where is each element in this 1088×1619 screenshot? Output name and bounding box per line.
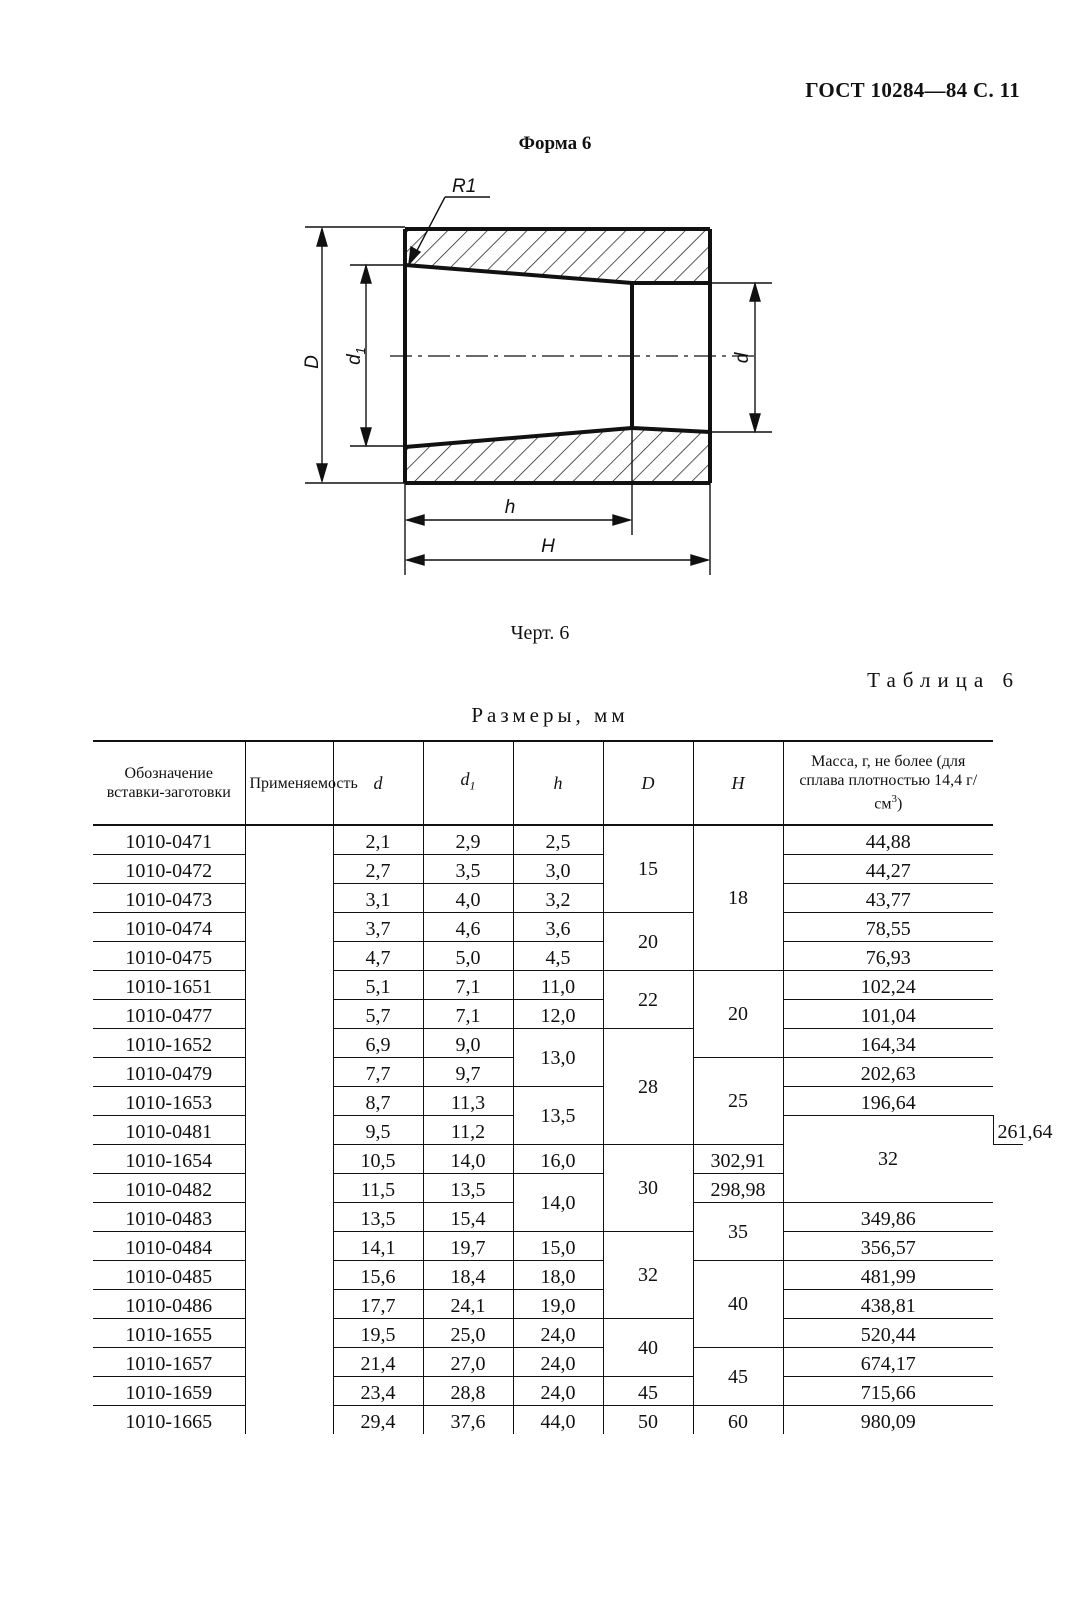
cell-h: 4,5	[513, 942, 603, 971]
label-d1: $d_1$	[344, 347, 368, 365]
cell-designation: 1010-0481	[93, 1116, 245, 1145]
table-row	[93, 825, 1023, 855]
table-row	[93, 1029, 1023, 1058]
cell-H: 60	[693, 1406, 783, 1435]
cell-H: 45	[603, 1377, 693, 1406]
cell-h: 15,0	[513, 1232, 603, 1261]
cell-d: 3,7	[333, 913, 423, 942]
cell-d1: 9,0	[423, 1029, 513, 1058]
table-row	[93, 855, 1023, 884]
cell-applicability	[245, 825, 333, 1434]
cell-h: 3,6	[513, 913, 603, 942]
cell-designation: 1010-1655	[93, 1319, 245, 1348]
cell-D: 35	[693, 1203, 783, 1261]
cell-d: 5,1	[333, 971, 423, 1000]
cell-d: 8,7	[333, 1087, 423, 1116]
cell-designation: 1010-1657	[93, 1348, 245, 1377]
header-H: H	[693, 741, 783, 825]
cell-h: 19,0	[513, 1290, 603, 1319]
cell-mass: 349,86	[783, 1203, 993, 1232]
table-row	[93, 971, 1023, 1000]
cell-d1: 15,4	[423, 1203, 513, 1232]
cell-d: 5,7	[333, 1000, 423, 1029]
cell-D: 15	[603, 825, 693, 913]
cell-mass: 164,34	[783, 1029, 993, 1058]
cell-h: 14,0	[513, 1174, 603, 1232]
cell-d1: 27,0	[423, 1348, 513, 1377]
cell-mass: 481,99	[783, 1261, 993, 1290]
label-H: H	[541, 536, 555, 557]
cell-mass: 102,24	[783, 971, 993, 1000]
label-h: h	[504, 497, 516, 518]
cell-d: 2,1	[333, 825, 423, 855]
cell-d1: 4,0	[423, 884, 513, 913]
cell-designation: 1010-0472	[93, 855, 245, 884]
cell-mass: 356,57	[783, 1232, 993, 1261]
cell-d: 19,5	[333, 1319, 423, 1348]
cell-d1: 25,0	[423, 1319, 513, 1348]
cell-designation: 1010-0475	[93, 942, 245, 971]
header-h: h	[513, 741, 603, 825]
table-row	[93, 884, 1023, 913]
cell-d1: 2,9	[423, 825, 513, 855]
cell-h: 3,2	[513, 884, 603, 913]
figure-title: Форма 6	[518, 133, 592, 154]
cell-designation: 1010-0484	[93, 1232, 245, 1261]
cell-h: 11,0	[513, 971, 603, 1000]
cell-H: 18	[693, 825, 783, 971]
figure-caption: Черт. 6	[510, 622, 570, 644]
cell-d1: 9,7	[423, 1058, 513, 1087]
cell-designation: 1010-0473	[93, 884, 245, 913]
cell-d: 11,5	[333, 1174, 423, 1203]
cell-H: 25	[693, 1058, 783, 1145]
cell-designation: 1010-1652	[93, 1029, 245, 1058]
cell-h: 12,0	[513, 1000, 603, 1029]
cell-d1: 3,5	[423, 855, 513, 884]
cell-d: 13,5	[333, 1203, 423, 1232]
cell-h: 16,0	[513, 1145, 603, 1174]
cell-d: 10,5	[333, 1145, 423, 1174]
dimension-H	[405, 483, 710, 575]
cell-mass: 202,63	[783, 1058, 993, 1087]
cell-h: 2,5	[513, 825, 603, 855]
cell-D: 50	[603, 1406, 693, 1435]
cell-mass: 674,17	[783, 1348, 993, 1377]
cell-D: 22	[603, 971, 693, 1029]
cell-d1: 7,1	[423, 1000, 513, 1029]
cell-mass: 44,27	[783, 855, 993, 884]
technical-drawing	[290, 170, 810, 610]
cell-designation: 1010-0477	[93, 1000, 245, 1029]
cell-d: 14,1	[333, 1232, 423, 1261]
cell-mass: 298,98	[693, 1174, 783, 1203]
cell-D: 45	[693, 1348, 783, 1406]
header-d: d	[333, 741, 423, 825]
table-row	[93, 1232, 1023, 1261]
cell-designation: 1010-1654	[93, 1145, 245, 1174]
table-row	[93, 1348, 1023, 1377]
cell-D: 40	[693, 1261, 783, 1348]
cell-d: 4,7	[333, 942, 423, 971]
table-row	[93, 913, 1023, 942]
cell-mass: 980,09	[783, 1406, 993, 1435]
table-row	[93, 1406, 1023, 1435]
cell-d1: 28,8	[423, 1377, 513, 1406]
label-R1: R1	[452, 176, 477, 197]
cell-designation: 1010-0485	[93, 1261, 245, 1290]
dimensions-table	[93, 740, 1053, 1434]
cell-designation: 1010-1659	[93, 1377, 245, 1406]
label-d: d	[732, 352, 753, 364]
cell-mass: 438,81	[783, 1290, 993, 1319]
cell-d1: 5,0	[423, 942, 513, 971]
cell-d: 15,6	[333, 1261, 423, 1290]
table-header-row	[93, 741, 1023, 825]
cell-H: 32	[603, 1232, 693, 1319]
cell-designation: 1010-0483	[93, 1203, 245, 1232]
cell-d1: 24,1	[423, 1290, 513, 1319]
cell-h: 24,0	[513, 1319, 603, 1348]
cell-h: 13,5	[513, 1087, 603, 1145]
cell-d1: 4,6	[423, 913, 513, 942]
cell-d1: 37,6	[423, 1406, 513, 1435]
lower-wall-hatch	[405, 428, 710, 483]
cell-mass: 302,91	[693, 1145, 783, 1174]
cell-mass: 196,64	[783, 1087, 993, 1116]
cell-mass: 715,66	[783, 1377, 993, 1406]
cell-d1: 11,3	[423, 1087, 513, 1116]
cell-designation: 1010-1651	[93, 971, 245, 1000]
page-header: ГОСТ 10284—84 С. 11	[805, 78, 1020, 102]
cell-d1: 13,5	[423, 1174, 513, 1203]
cell-d1: 19,7	[423, 1232, 513, 1261]
cell-h: 24,0	[513, 1377, 603, 1406]
cell-H: 40	[603, 1319, 693, 1377]
header-d1: $d_1$	[423, 741, 513, 825]
cell-d: 2,7	[333, 855, 423, 884]
cell-h: 24,0	[513, 1348, 603, 1377]
cell-mass: 101,04	[783, 1000, 993, 1029]
cell-h: 44,0	[513, 1406, 603, 1435]
cell-H: 30	[603, 1145, 693, 1232]
table-row	[93, 1087, 1023, 1116]
cell-designation: 1010-0486	[93, 1290, 245, 1319]
cell-mass: 261,64	[993, 1116, 1023, 1145]
cell-h: 18,0	[513, 1261, 603, 1290]
upper-wall-hatch	[405, 229, 710, 283]
header-D: D	[603, 741, 693, 825]
cell-d: 23,4	[333, 1377, 423, 1406]
cell-d1: 18,4	[423, 1261, 513, 1290]
cell-d: 6,9	[333, 1029, 423, 1058]
cell-designation: 1010-0479	[93, 1058, 245, 1087]
cell-H: 20	[693, 971, 783, 1058]
cell-d: 3,1	[333, 884, 423, 913]
cell-designation: 1010-0482	[93, 1174, 245, 1203]
cell-designation: 1010-1653	[93, 1087, 245, 1116]
header-applicability: Применяемость	[245, 741, 333, 825]
table-row	[93, 1319, 1023, 1348]
table-row	[93, 1261, 1023, 1290]
cell-designation: 1010-0471	[93, 825, 245, 855]
cell-h: 13,0	[513, 1029, 603, 1087]
table-row	[93, 1377, 1023, 1406]
cell-designation: 1010-0474	[93, 913, 245, 942]
cell-d: 21,4	[333, 1348, 423, 1377]
label-D: D	[302, 355, 323, 369]
cell-h: 3,0	[513, 855, 603, 884]
table-subtitle: Размеры, мм	[471, 703, 629, 727]
header-mass: Масса, г, не более (для сплава плотностью 14,4 $г/см^3$)	[783, 741, 993, 825]
cell-d1: 7,1	[423, 971, 513, 1000]
header-designation: Обозначение вставки-заготовки	[93, 741, 245, 825]
cell-D: 28	[603, 1029, 693, 1145]
table-row	[93, 1290, 1023, 1319]
cell-D: 32	[783, 1116, 993, 1203]
cell-designation: 1010-1665	[125, 1411, 213, 1433]
table-row	[93, 1000, 1023, 1029]
cell-mass: 43,77	[783, 884, 993, 913]
cell-d1: 11,2	[423, 1116, 513, 1145]
cell-mass: 520,44	[783, 1319, 993, 1348]
cell-d: 9,5	[333, 1116, 423, 1145]
cell-D: 20	[603, 913, 693, 971]
cell-mass: 78,55	[783, 913, 993, 942]
cell-d1: 14,0	[423, 1145, 513, 1174]
table-row	[93, 942, 1023, 971]
table-label: Таблица 6	[867, 668, 1020, 692]
cell-mass: 76,93	[783, 942, 993, 971]
cell-d: 7,7	[333, 1058, 423, 1087]
cell-d: 29,4	[333, 1406, 423, 1435]
cell-d: 17,7	[333, 1290, 423, 1319]
cell-mass: 44,88	[783, 825, 993, 855]
